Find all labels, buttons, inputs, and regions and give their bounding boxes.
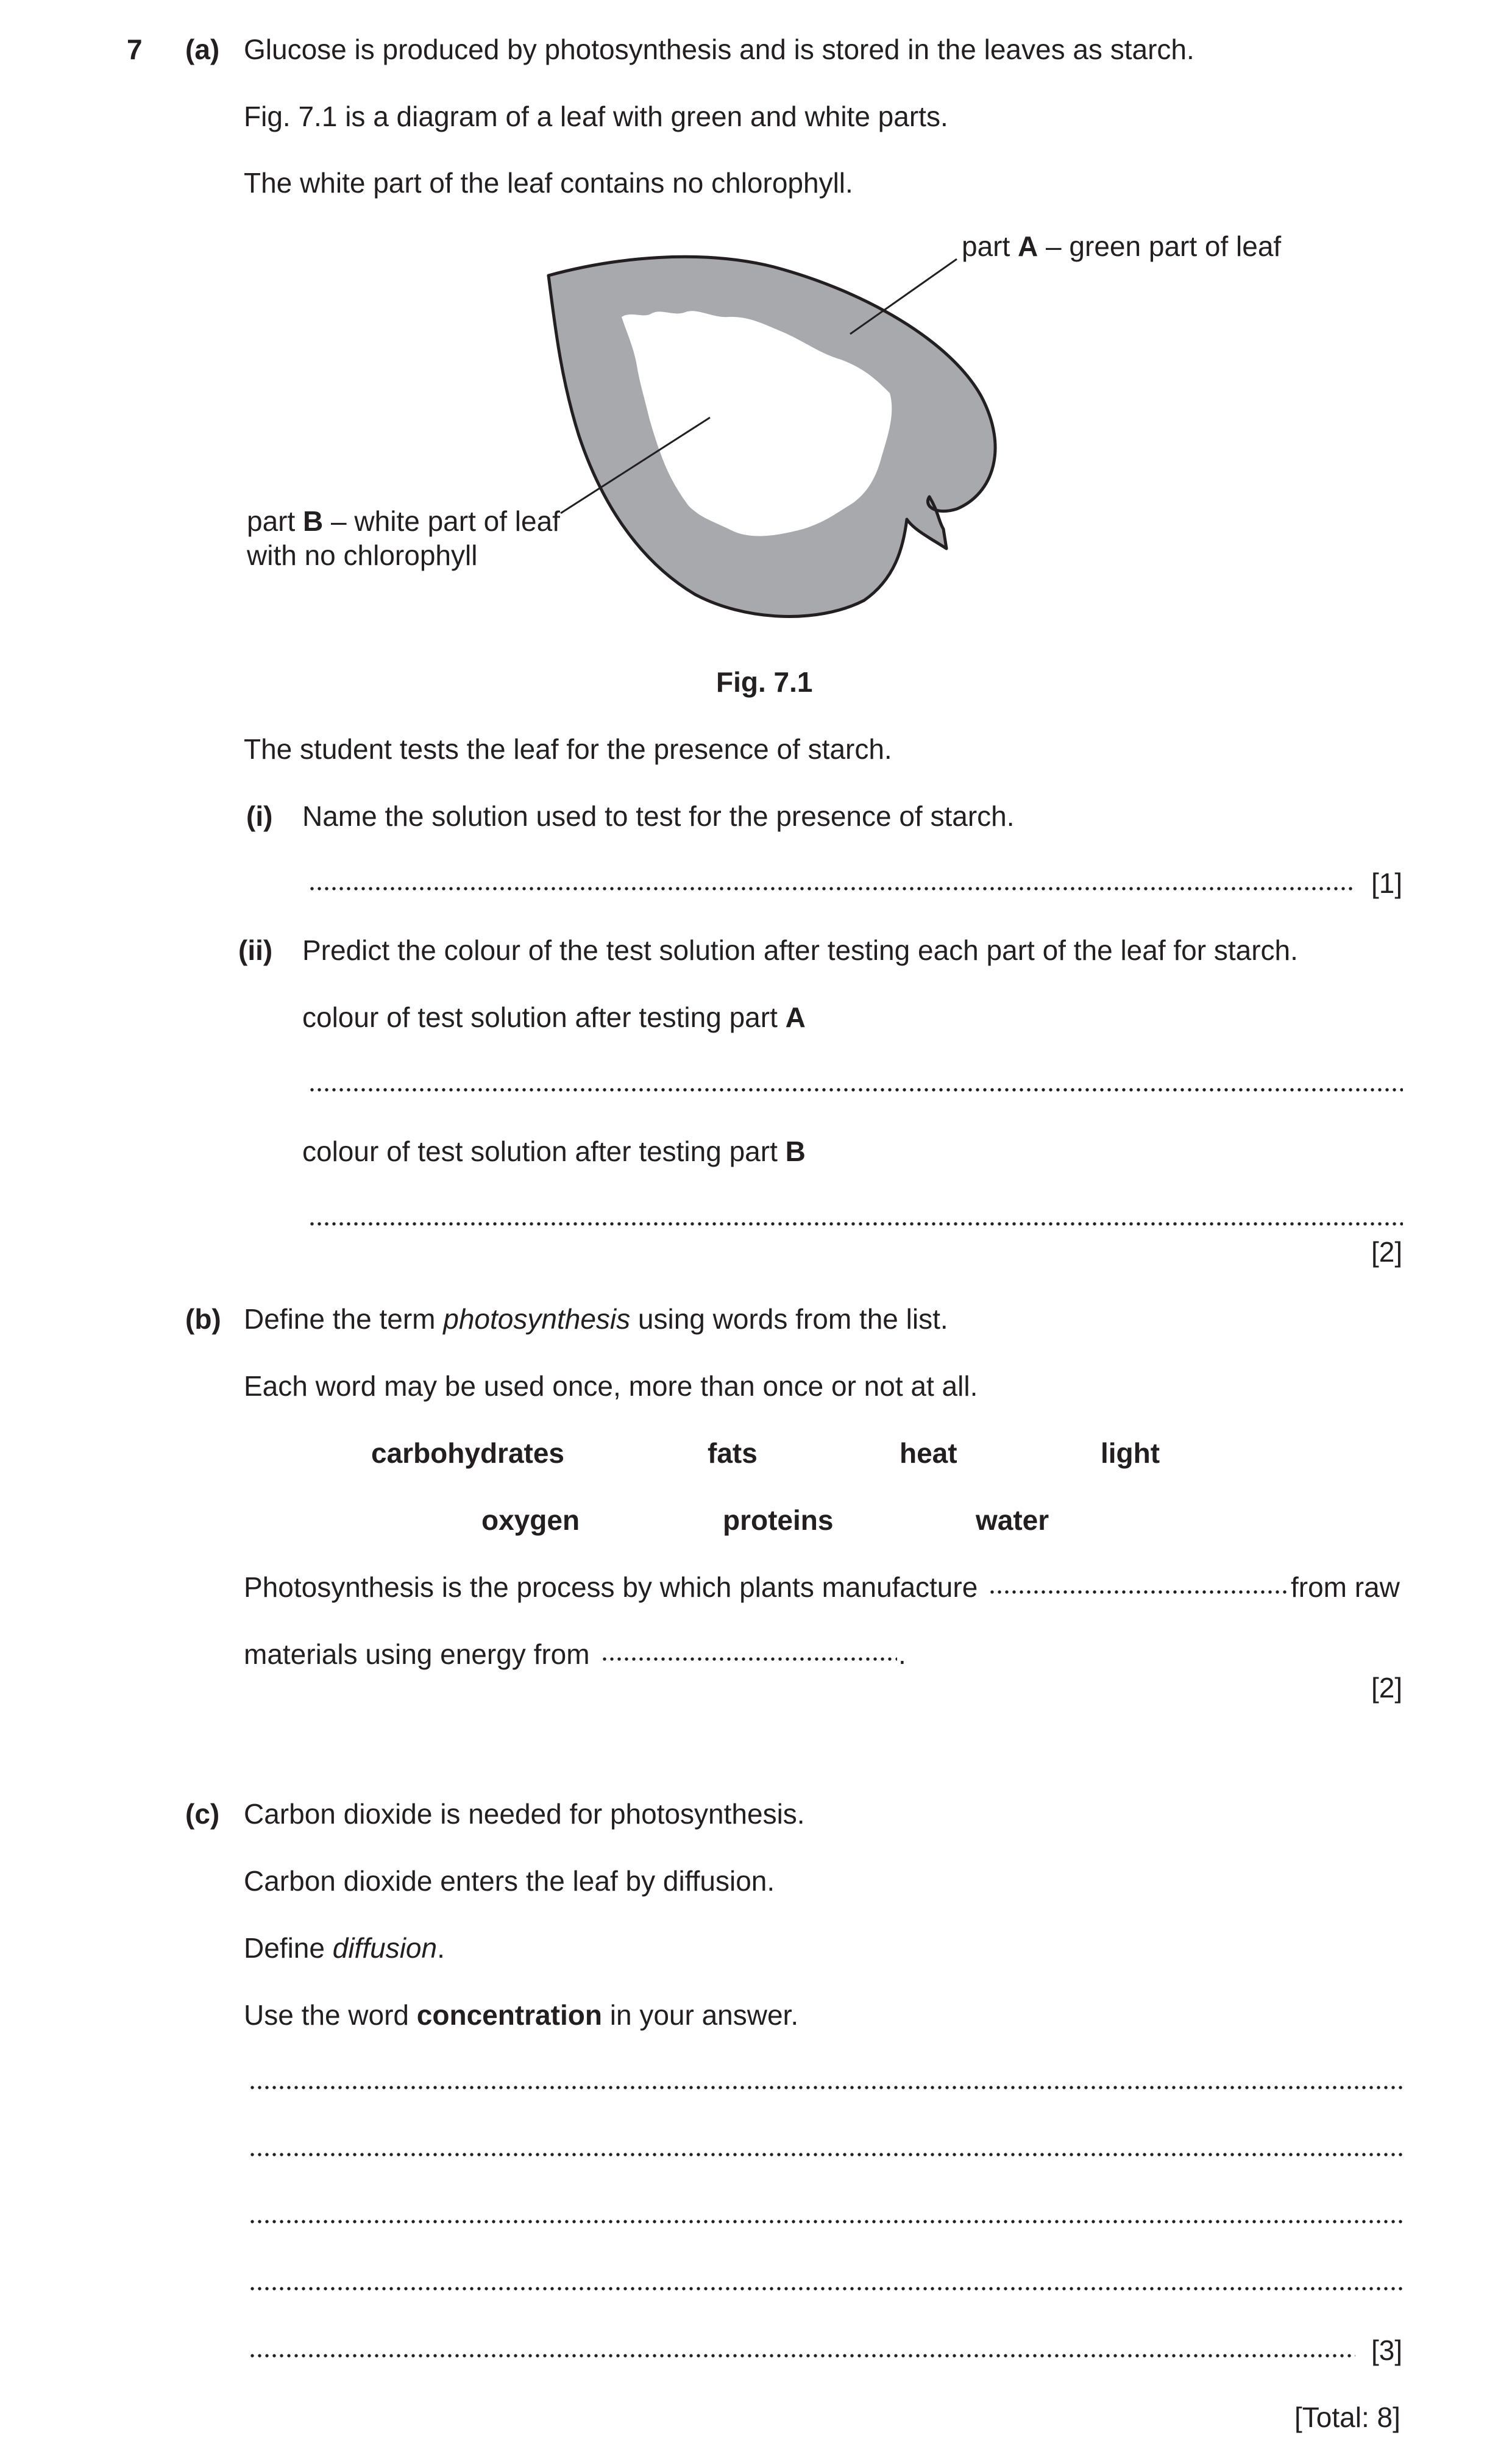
part-c-instruction: Use the word concentration in your answer.	[244, 1999, 799, 2031]
label-part-b: part B – white part of leaf	[247, 505, 560, 537]
part-b-question: Define the term photosynthesis using words from the list.	[244, 1303, 948, 1335]
word-carbohydrates: carbohydrates	[371, 1437, 565, 1469]
part-a-label: (a)	[185, 34, 220, 65]
answer-line-c-3[interactable]	[249, 2216, 1403, 2227]
answer-line-c-5[interactable]	[249, 2350, 1355, 2361]
sentence-1-prefix: Photosynthesis is the process by which plants manufacture	[244, 1571, 978, 1603]
part-b-instruction: Each word may be used once, more than once or not at all.	[244, 1370, 978, 1402]
question-number: 7	[127, 34, 143, 65]
sub-ii-part-b-prompt: colour of test solution after testing part B	[302, 1135, 806, 1167]
total-mark: [Total: 8]	[1294, 2401, 1400, 2433]
part-a-intro: Glucose is produced by photosynthesis and is stored in the leaves as starch.	[244, 34, 1194, 65]
word-light: light	[1101, 1437, 1160, 1469]
sub-ii-part-a-prompt: colour of test solution after testing part A	[302, 1001, 806, 1033]
word-oxygen: oxygen	[481, 1504, 580, 1536]
sentence-1-suffix: from raw	[1291, 1571, 1400, 1603]
part-c-line1: Carbon dioxide is needed for photosynthesis.	[244, 1798, 805, 1830]
sentence-2-suffix: .	[898, 1638, 906, 1670]
answer-blank-2[interactable]	[601, 1654, 897, 1665]
leaf-diagram	[0, 0, 1512, 670]
figure-caption: Fig. 7.1	[716, 666, 813, 698]
sub-ii-question: Predict the colour of the test solution after testing each part of the leaf for starch.	[302, 934, 1298, 966]
mark-i: [1]	[1371, 867, 1403, 899]
white-part-text: The white part of the leaf contains no chlorophyll.	[244, 167, 853, 199]
answer-line-ii-b[interactable]	[308, 1218, 1403, 1229]
answer-line-c-1[interactable]	[249, 2082, 1403, 2093]
fig-intro-text: Fig. 7.1 is a diagram of a leaf with green and white parts.	[244, 101, 948, 132]
answer-line-i[interactable]	[308, 883, 1355, 894]
word-water: water	[976, 1504, 1049, 1536]
answer-blank-1[interactable]	[988, 1587, 1287, 1597]
part-c-define: Define diffusion.	[244, 1932, 445, 1964]
answer-line-c-2[interactable]	[249, 2149, 1403, 2160]
mark-b: [2]	[1371, 1672, 1403, 1704]
sub-i-label: (i)	[246, 800, 273, 832]
label-part-a: part A – green part of leaf	[962, 230, 1282, 262]
part-c-label: (c)	[185, 1798, 220, 1830]
sentence-2-prefix: materials using energy from	[244, 1638, 590, 1670]
sub-i-question: Name the solution used to test for the presence of starch.	[302, 800, 1015, 832]
label-part-b-line2: with no chlorophyll	[247, 539, 478, 571]
word-proteins: proteins	[723, 1504, 834, 1536]
part-c-line2: Carbon dioxide enters the leaf by diffusion.	[244, 1865, 775, 1897]
word-fats: fats	[708, 1437, 758, 1469]
part-b-label: (b)	[185, 1303, 221, 1335]
student-text: The student tests the leaf for the presence of starch.	[244, 733, 892, 765]
answer-line-ii-a[interactable]	[308, 1084, 1403, 1095]
word-heat: heat	[900, 1437, 957, 1469]
answer-line-c-4[interactable]	[249, 2283, 1403, 2294]
mark-ii: [2]	[1371, 1236, 1403, 1268]
mark-c: [3]	[1371, 2334, 1403, 2366]
sub-ii-label: (ii)	[238, 934, 273, 966]
